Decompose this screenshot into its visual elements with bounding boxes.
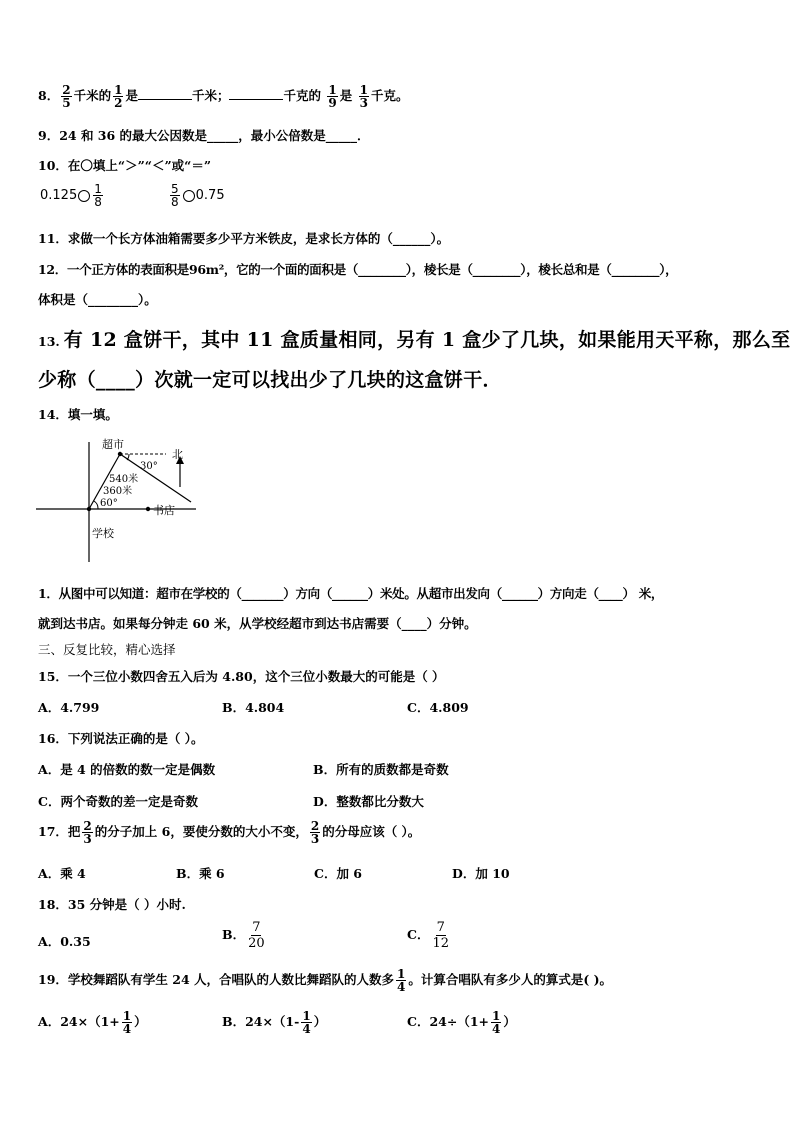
fraction-numerator: 1 xyxy=(302,1009,311,1023)
q14-text-line1: 1．从图中可以知道：超市在学校的（_______）方向（______）米处。从超市出发向（______）方向走（____） 米， xyxy=(38,586,664,601)
fraction xyxy=(491,1010,501,1035)
q8-text: 千克的 xyxy=(283,88,321,103)
q18-option-b[interactable] xyxy=(222,920,268,951)
q18-option-a[interactable]: A．0.35 xyxy=(38,934,91,949)
q17-text: 的分子加上 6，要使分数的大小不变， xyxy=(94,824,308,839)
q15-option-a[interactable]: A．4.799 xyxy=(38,700,100,715)
fraction-numerator: 1 xyxy=(359,83,368,97)
fraction xyxy=(310,820,320,845)
question-8 xyxy=(38,84,408,109)
school-label: 学校 xyxy=(92,527,114,540)
q16-option-d[interactable]: D．整数都比分数大 xyxy=(313,794,424,809)
fraction xyxy=(93,183,103,208)
distance-540-label: 540米 xyxy=(109,474,139,485)
fraction-numerator: 2 xyxy=(62,83,71,97)
question-16: 16．下列说法正确的是（ ）。 xyxy=(38,731,204,746)
compare-circle[interactable] xyxy=(183,190,195,202)
q13-number: 13. xyxy=(38,334,60,349)
fraction-numerator: 1 xyxy=(492,1009,501,1023)
fraction-denominator: 4 xyxy=(397,980,406,994)
fraction-denominator: 3 xyxy=(310,832,320,846)
fraction-numerator: 2 xyxy=(83,819,92,833)
question-13-line1 xyxy=(38,325,790,352)
question-14-title: 14．填一填。 xyxy=(38,407,118,422)
q14-text-line2: 就到达书店。如果每分钟走 60 米，从学校经超市到达书店需要（____）分钟。 xyxy=(38,616,477,631)
fraction xyxy=(170,183,180,208)
fraction-denominator: 4 xyxy=(302,1022,311,1036)
option-label: B． xyxy=(222,927,246,942)
q17-option-c[interactable]: C．加 6 xyxy=(314,866,362,881)
question-12-line2: 体积是（________）。 xyxy=(38,292,157,307)
fraction-denominator: 4 xyxy=(492,1022,501,1036)
option-text: A．24×（1+ xyxy=(38,1014,120,1029)
fraction-denominator: 12 xyxy=(432,936,449,951)
fraction xyxy=(61,84,71,109)
section-3-heading: 三、反复比较，精心选择 xyxy=(38,642,176,657)
q8-text: 千米的 xyxy=(73,88,112,103)
fraction xyxy=(431,920,450,951)
question-19 xyxy=(38,968,612,993)
q17-text: 的分母应该（ ）。 xyxy=(322,824,421,839)
angle-60-label: 60° xyxy=(100,498,118,509)
fraction-numerator: 1 xyxy=(397,967,406,981)
fraction xyxy=(359,84,369,109)
fraction-denominator: 5 xyxy=(62,96,71,110)
north-label: 北 xyxy=(172,448,183,461)
angle-30-label: 30° xyxy=(140,461,158,472)
question-17 xyxy=(38,820,420,845)
fraction-numerator: 1 xyxy=(328,83,337,97)
map-diagram xyxy=(36,432,236,567)
q19-option-a[interactable] xyxy=(38,1010,147,1035)
fraction xyxy=(113,84,123,109)
fraction-denominator: 9 xyxy=(328,96,337,110)
fraction-denominator: 2 xyxy=(114,96,123,110)
q13-text: 有 12 盒饼干，其中 11 盒质量相同，另有 1 盒少了几块，如果能用天平称，那么至 xyxy=(63,329,791,351)
q15-option-c[interactable]: C．4.809 xyxy=(407,700,469,715)
fraction xyxy=(82,820,92,845)
q8-text: 是 xyxy=(339,88,353,103)
q19-text: 19．学校舞蹈队有学生 24 人，合唱队的人数比舞蹈队的人数多 xyxy=(38,972,394,987)
q16-option-c[interactable]: C．两个奇数的差一定是奇数 xyxy=(38,794,198,809)
q10-item-b xyxy=(168,183,225,208)
q15-option-b[interactable]: B．4.804 xyxy=(222,700,285,715)
fraction-numerator: 2 xyxy=(310,819,320,833)
q17-option-d[interactable]: D．加 10 xyxy=(452,866,510,881)
market-label: 超市 xyxy=(102,438,124,451)
q17-option-a[interactable]: A．乘 4 xyxy=(38,866,86,881)
question-13-line2: 少称（____）次就一定可以找出少了几块的这盒饼干． xyxy=(38,369,502,391)
q17-option-b[interactable]: B．乘 6 xyxy=(176,866,225,881)
fraction-numerator: 7 xyxy=(436,920,445,935)
angle-arc-60 xyxy=(94,501,98,509)
angle-arc-30 xyxy=(127,454,129,460)
q19-option-c[interactable] xyxy=(407,1010,516,1035)
q18-option-c[interactable] xyxy=(407,920,452,951)
q8-text: 千米； xyxy=(191,88,230,103)
option-text: ） xyxy=(503,1014,516,1029)
q19-text: 。计算合唱队有多少人的算式是( )。 xyxy=(408,972,613,987)
option-text: ） xyxy=(313,1014,327,1029)
q19-option-b[interactable] xyxy=(222,1010,326,1035)
fraction-denominator: 20 xyxy=(248,936,265,951)
fraction-numerator: 1 xyxy=(114,83,123,97)
fraction xyxy=(396,968,406,993)
option-label: C． xyxy=(407,927,430,942)
fraction-numerator: 5 xyxy=(171,182,179,196)
q10-item-a xyxy=(40,183,105,208)
fraction xyxy=(301,1010,311,1035)
answer-blank[interactable] xyxy=(229,87,283,100)
compare-circle[interactable] xyxy=(78,190,90,202)
q8-text: 是 xyxy=(125,88,138,103)
fraction-denominator: 8 xyxy=(94,195,102,209)
fraction-denominator: 8 xyxy=(171,195,179,209)
bookstore-label: 书店 xyxy=(153,504,175,517)
distance-360-label: 360米 xyxy=(103,486,133,497)
fraction xyxy=(122,1010,132,1035)
bookstore-point xyxy=(146,507,150,511)
fraction-numerator: 7 xyxy=(252,920,261,935)
q16-option-b[interactable]: B．所有的质数都是奇数 xyxy=(313,762,449,777)
market-point xyxy=(118,452,122,456)
fraction-denominator: 3 xyxy=(359,96,368,110)
question-9: 9．24 和 36 的最大公因数是_____，最小公倍数是_____． xyxy=(38,128,370,143)
q8-number: 8． xyxy=(38,88,60,103)
question-18: 18．35 分钟是（ ）小时. xyxy=(38,897,186,912)
school-point xyxy=(87,507,91,511)
q17-text: 17．把 xyxy=(38,824,81,839)
fraction xyxy=(247,920,266,951)
option-text: C．24÷（1+ xyxy=(407,1014,489,1029)
question-10: 10．在〇填上“＞”“＜”或“＝” xyxy=(38,158,212,173)
fraction-numerator: 1 xyxy=(122,1009,132,1023)
question-11: 11．求做一个长方体油箱需要多少平方米铁皮，是求长方体的（______）。 xyxy=(38,231,450,246)
q10-value: 0.75 xyxy=(195,188,225,203)
fraction xyxy=(327,84,337,109)
q16-option-a[interactable]: A．是 4 的倍数的数一定是偶数 xyxy=(38,762,216,777)
fraction-denominator: 3 xyxy=(83,832,92,846)
fraction-denominator: 4 xyxy=(122,1022,132,1036)
option-text: ） xyxy=(134,1014,147,1029)
q8-text: 千克。 xyxy=(370,88,409,103)
option-text: B．24×（1- xyxy=(222,1014,300,1029)
fraction-numerator: 1 xyxy=(94,182,102,196)
question-12-line1: 12．一个正方体的表面积是96m²，它的一个面的面积是（________），棱长是（________），棱长总和是（________）， xyxy=(38,262,678,277)
answer-blank[interactable] xyxy=(138,87,192,100)
question-15: 15．一个三位小数四舍五入后为 4.80，这个三位小数最大的可能是（ ） xyxy=(38,669,445,684)
q10-value: 0.125 xyxy=(40,188,78,203)
